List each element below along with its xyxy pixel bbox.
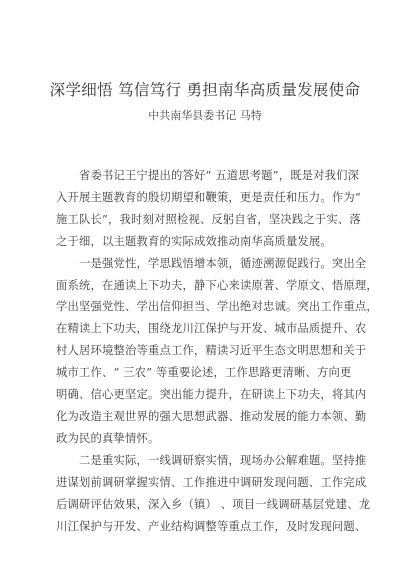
text-line: 后调研评估效果，深入乡（镇） 、项目一线调研基层党建、龙 [56, 497, 371, 511]
text-line: 二是重实际，一线调研察实情，现场办公解难题。坚持推 [79, 453, 367, 467]
text-line: 川江保护与开发、产业结构调整等重点工作，及时发现问题、 [56, 519, 367, 533]
article-title: 深学细悟 笃信笃行 勇担南华高质量发展使命 [49, 81, 361, 99]
text-line: 进谋划前调研掌握实情、工作推进中调研发现问题、工作完成 [56, 475, 367, 489]
text-line: 政为民的真挚情怀。 [56, 431, 160, 445]
text-line: 村人居环境整治等重点工作，精读习近平生态文明思想和关于 [56, 344, 367, 358]
text-line: 学出坚强党性、学出信仰担当、学出绝对忠诚。突出工作重点， [56, 300, 378, 314]
text-line: 城市工作、“ 三农” 等重要论述，工作思路更清晰、方向更 [56, 366, 352, 380]
article-byline: 中共南华县委书记 马特 [148, 109, 262, 122]
article-body [56, 165, 378, 537]
paragraph-intro [56, 165, 360, 253]
paragraph-party-spirit [56, 253, 378, 450]
text-line: 化为改造主观世界的强大思想武器、推动发展的能力本领、勤 [56, 409, 367, 423]
text-line: 面系统，在通读上下功夫，静下心来读原著、学原文、悟原理， [56, 278, 378, 292]
text-line: 省委书记王宁提出的答好“ 五道思考题”，既是对我们深 [79, 169, 360, 182]
text-line: 在精读上下功夫，围绕龙川江保护与开发、城市品质提升、农 [56, 322, 367, 336]
text-line: 入开展主题教育的殷切期望和鞭策，更是责任和压力。作为“ [56, 190, 361, 204]
text-line: 一是强党性，学思践悟增本领，循迹溯源促践行。突出全 [79, 256, 367, 270]
text-line: 明确、信心更坚定。突出能力提升，在研读上下功夫，将其内 [56, 388, 367, 402]
text-line: 施工队长”，我时刻对照检视、反躬自省，坚决践之于实、落 [56, 212, 361, 226]
text-line: 之于细，以主题教育的实际成效推动南华高质量发展。 [56, 234, 332, 248]
paragraph-practical [56, 450, 371, 538]
